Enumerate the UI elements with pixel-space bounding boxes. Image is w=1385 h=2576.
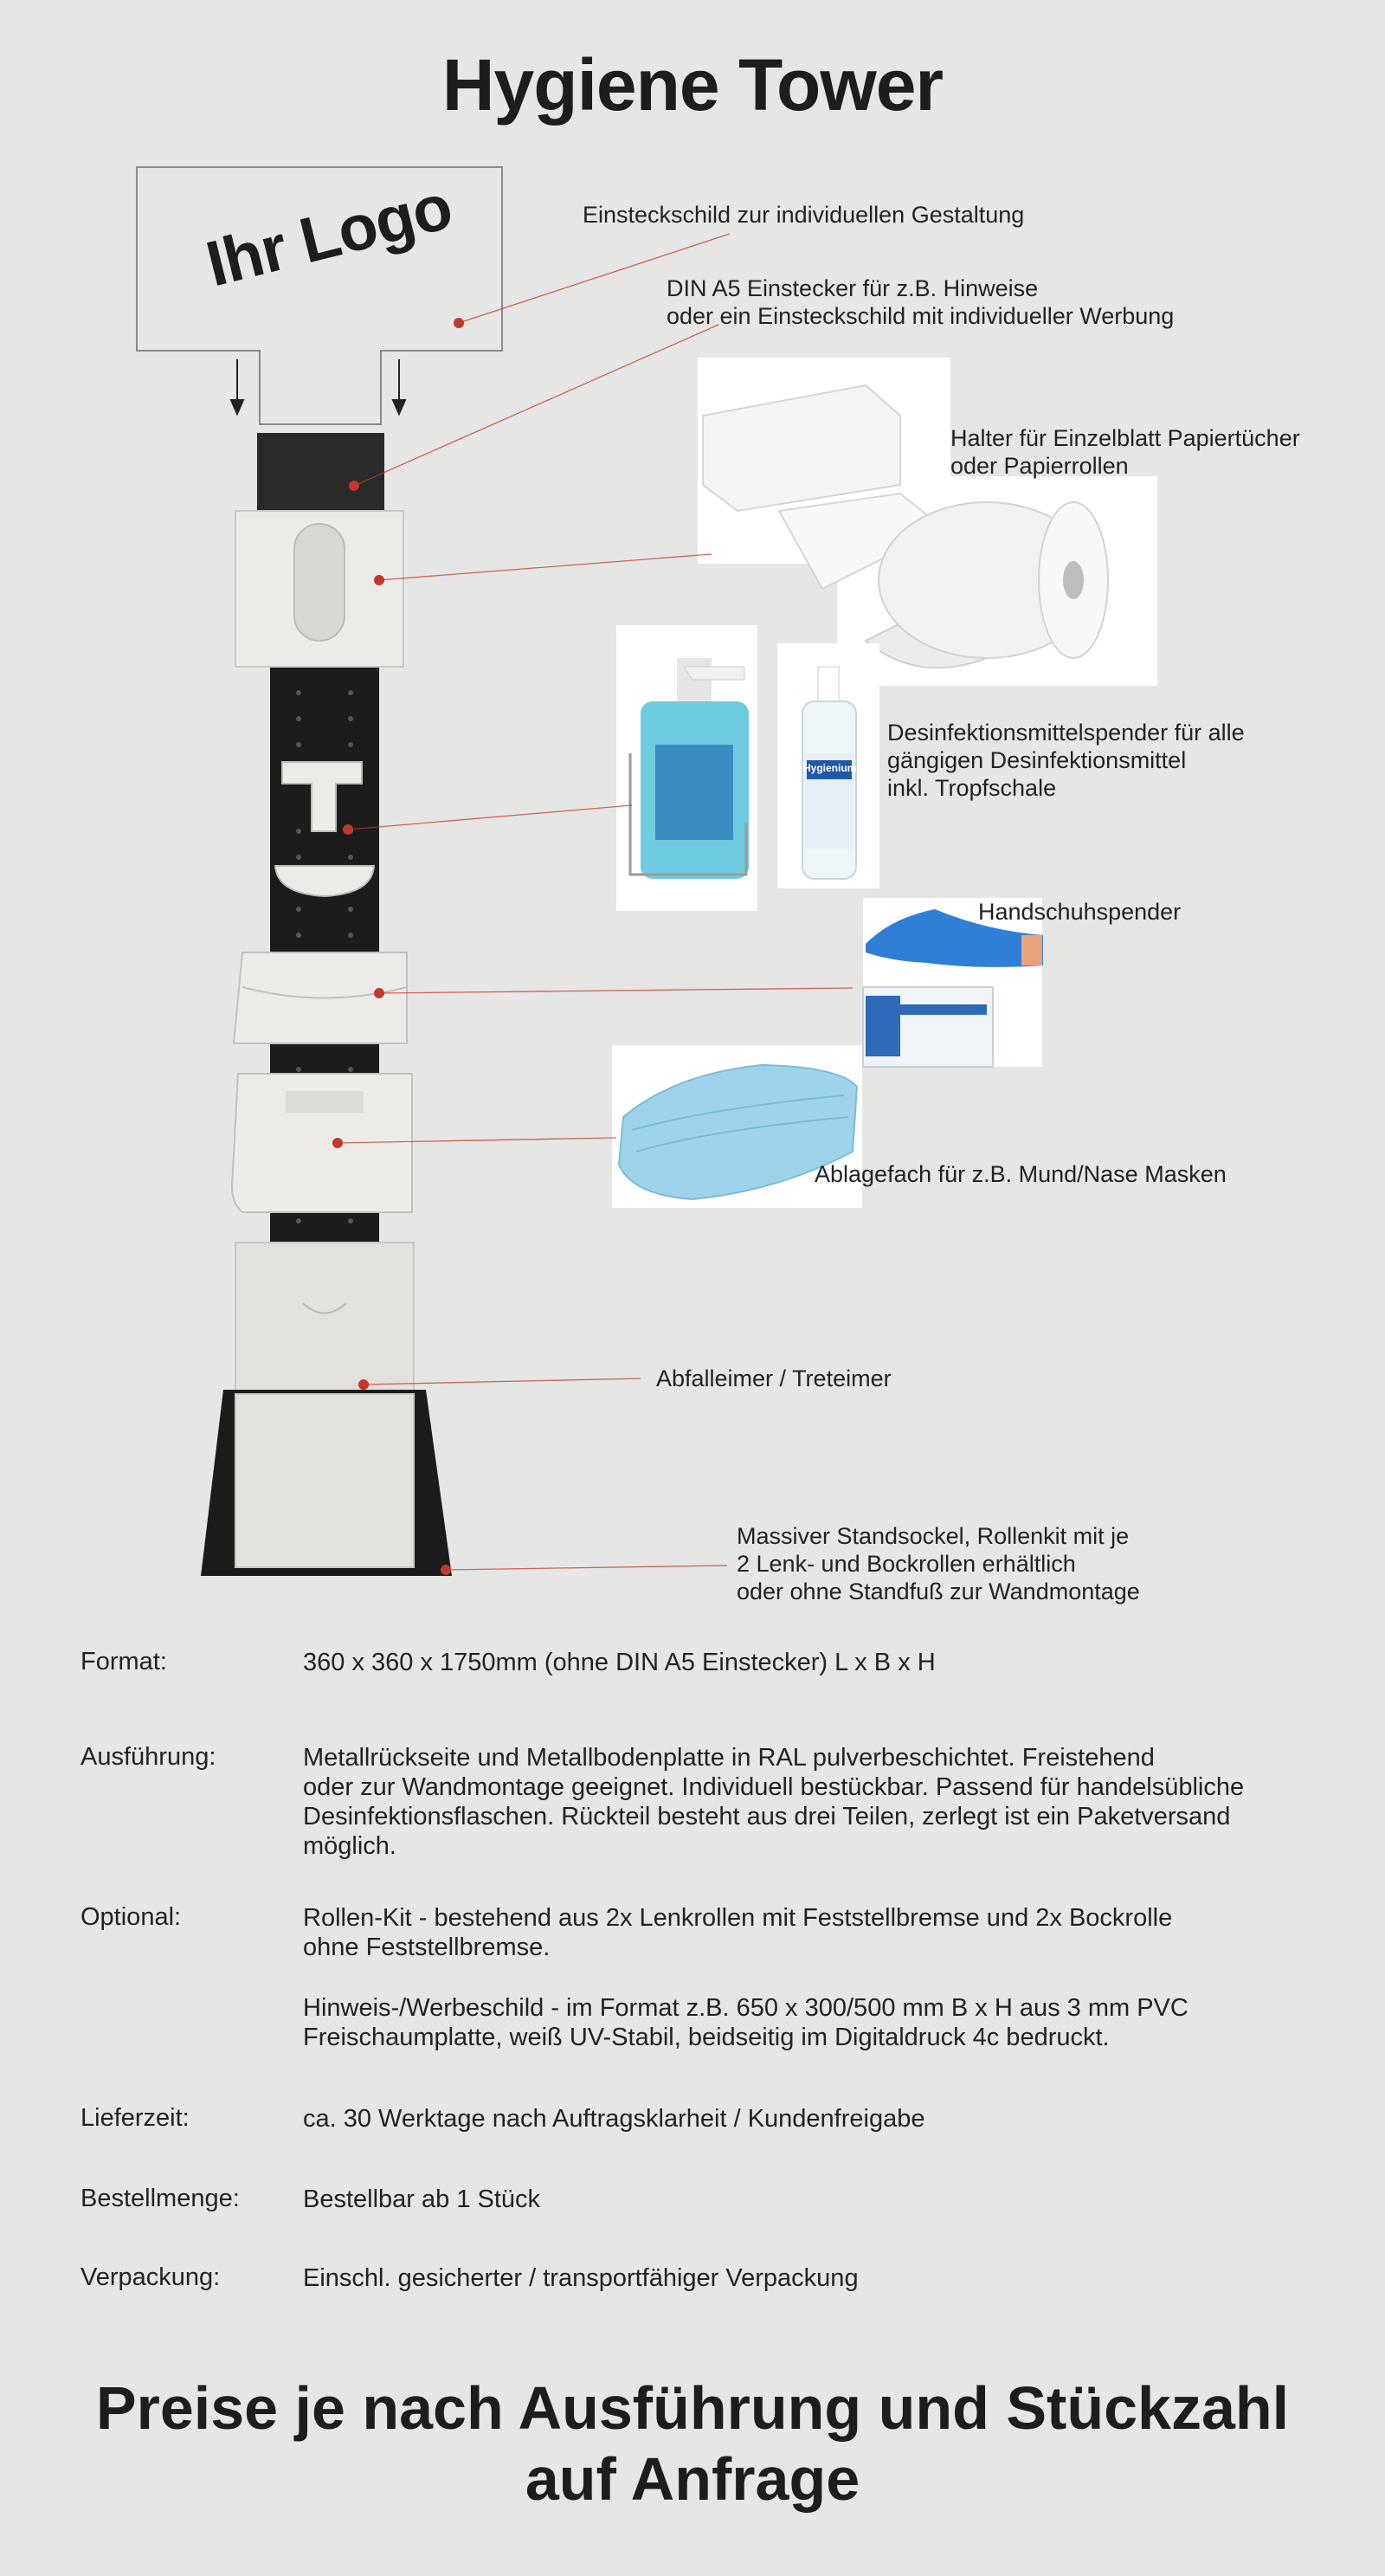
spec-value-optional-schild: Hinweis-/Werbeschild - im Format z.B. 650 x 300/500 mm B x H aus 3 mm PVC Freischaumplatte, weiß UV-Stabil, beidseitig im Digitaldruck 4c bedruckt. (303, 1994, 1189, 2051)
page-title: Hygiene Tower (441, 44, 944, 126)
arrow-down-icon (231, 359, 405, 414)
logo-placeholder: Ihr Logo (199, 170, 459, 300)
hygienium-label: Hygienium (803, 762, 857, 774)
callout-bin: Abfalleimer / Treteimer (656, 1365, 892, 1391)
spec-label-bestellmenge: Bestellmenge: (81, 2185, 240, 2212)
spec-value-lieferzeit: ca. 30 Werktage nach Auftragsklarheit / Kundenfreigabe (303, 2105, 925, 2133)
spec-value-ausfuehrung: Metallrückseite und Metallbodenplatte in RAL pulverbeschichtet. Freistehend oder zur Wandmontage geeignet. Individuell bestückbar. Passend für handelsübliche Desinfektionsflaschen. Rückteil besteht aus drei Teilen, zerlegt ist ein Paketversand möglich. (303, 1744, 1245, 1860)
callout-paper-holder: Halter für Einzelblatt Papiertücher oder Papierrollen (950, 425, 1300, 479)
price-headline: Preise je nach Ausführung und Stückzahl auf Anfrage (95, 2374, 1290, 2513)
spec-value-bestellmenge: Bestellbar ab 1 Stück (303, 2185, 541, 2213)
din-a5-insert (257, 433, 384, 511)
spec-value-optional-rollen: Rollen-Kit - bestehend aus 2x Lenkrollen mit Feststellbremse und 2x Bockrolle ohne Feststellbremse. (303, 1904, 1173, 1961)
callout-base: Massiver Standsockel, Rollenkit mit je 2 Lenk- und Bockrollen erhältlich oder ohne Standfuß zur Wandmontage (737, 1523, 1140, 1604)
callout-masks: Ablagefach für z.B. Mund/Nase Masken (815, 1161, 1227, 1187)
spec-value-verpackung: Einschl. gesicherter / transportfähiger Verpackung (303, 2264, 859, 2292)
spec-label-verpackung: Verpackung: (81, 2263, 221, 2291)
callout-disinfectant: Desinfektionsmittelspender für alle gängigen Desinfektionsmittel inkl. Tropfschale (887, 720, 1245, 801)
spec-label-lieferzeit: Lieferzeit: (81, 2104, 190, 2132)
callout-din-a5: DIN A5 Einstecker für z.B. Hinweise oder ein Einsteckschild mit individueller Werbung (667, 275, 1175, 329)
spec-label-ausfuehrung: Ausführung: (81, 1743, 216, 1771)
spec-value-format: 360 x 360 x 1750mm (ohne DIN A5 Einstecker) L x B x H (303, 1649, 936, 1676)
spec-label-optional: Optional: (81, 1903, 182, 1931)
callout-insert-sign: Einsteckschild zur individuellen Gestaltung (583, 202, 1025, 228)
callout-gloves: Handschuhspender (978, 899, 1182, 925)
spec-label-format: Format: (81, 1648, 167, 1675)
